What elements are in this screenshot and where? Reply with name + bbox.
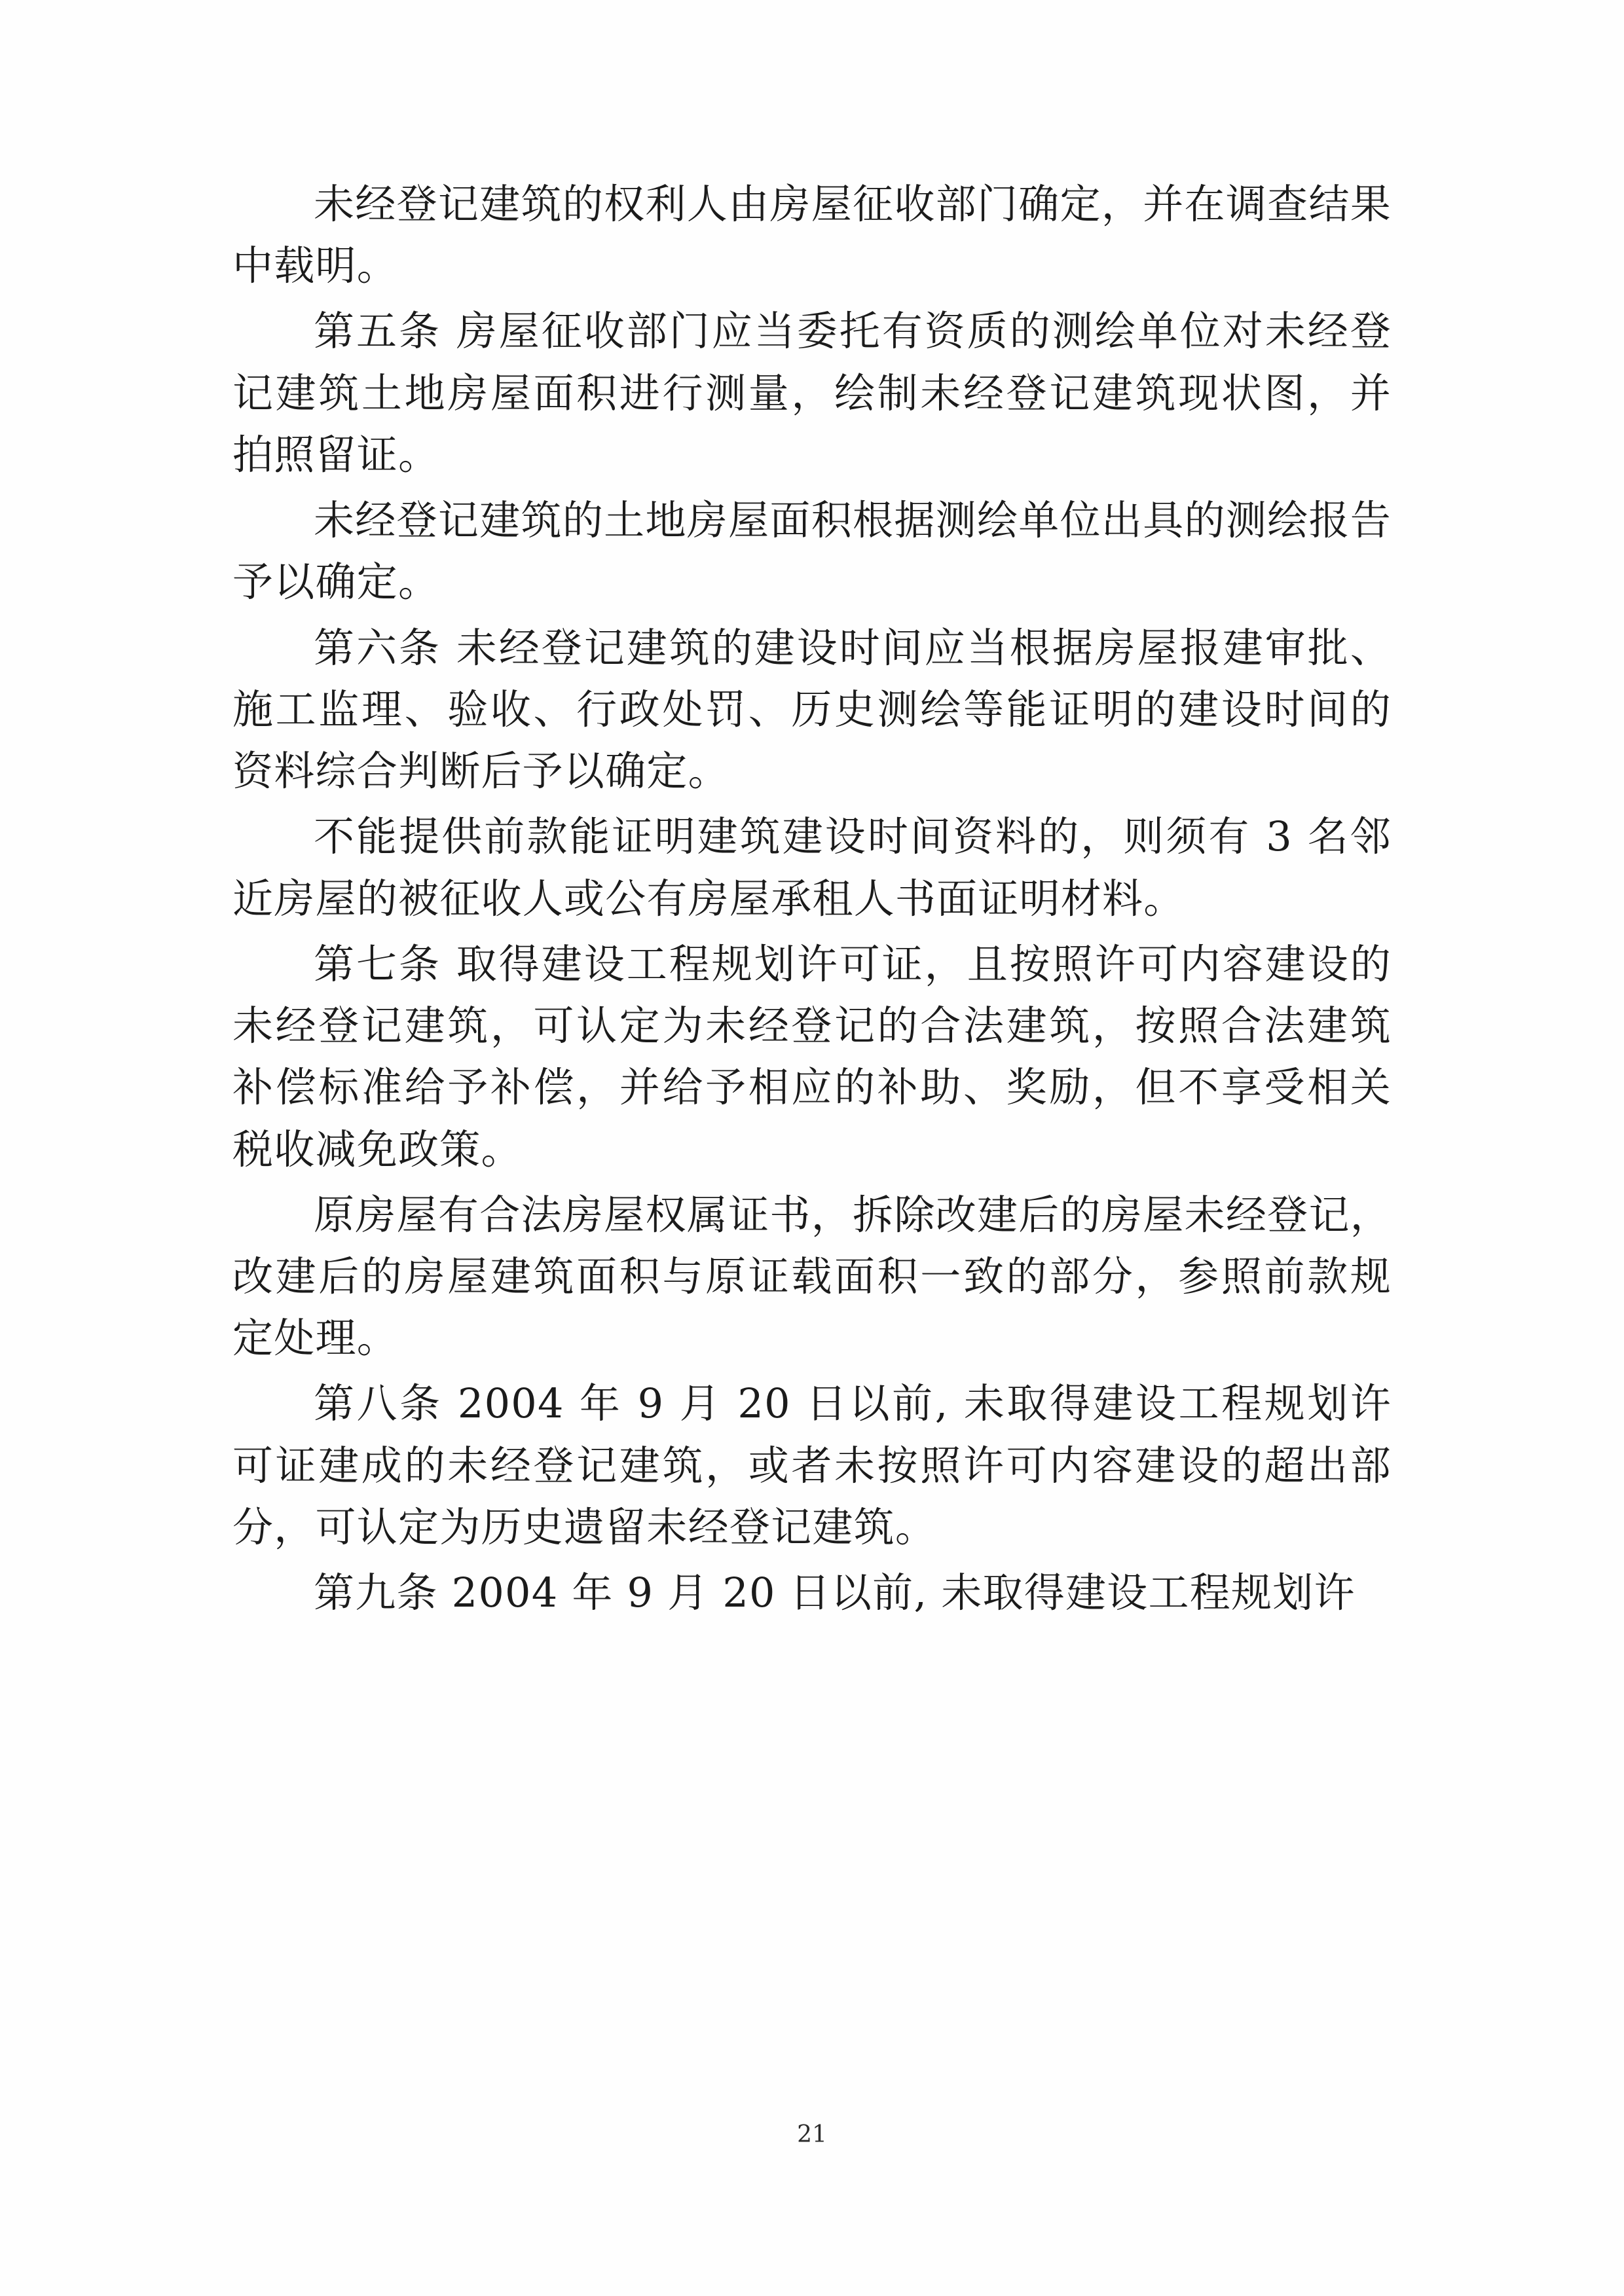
paragraph: 第五条 房屋征收部门应当委托有资质的测绘单位对未经登记建筑土地房屋面积进行测量，绘制未经登记建筑现状图，并拍照留证。 bbox=[232, 307, 1392, 479]
paragraph: 第七条 取得建设工程规划许可证，且按照许可内容建设的未经登记建筑，可认定为未经登记的合法建筑，按照合法建筑补偿标准给予补偿，并给予相应的补助、奖励，但不享受相关税收减免政策。 bbox=[232, 939, 1392, 1173]
paragraph: 不能提供前款能证明建筑建设时间资料的，则须有 3 名邻近房屋的被征收人或公有房屋承租人书面证明材料。 bbox=[232, 812, 1392, 922]
paragraph: 第八条 2004 年 9 月 20 日以前, 未取得建设工程规划许可证建成的未经登记建筑，或者未按照许可内容建设的超出部分，可认定为历史遗留未经登记建筑。 bbox=[232, 1379, 1392, 1551]
paragraph: 未经登记建筑的权利人由房屋征收部门确定，并在调查结果中载明。 bbox=[232, 180, 1392, 290]
paragraph: 第九条 2004 年 9 月 20 日以前, 未取得建设工程规划许 bbox=[314, 1569, 1356, 1617]
paragraph: 原房屋有合法房屋权属证书，拆除改建后的房屋未经登记，改建后的房屋建筑面积与原证载面积一致的部分，参照前款规定处理。 bbox=[232, 1190, 1392, 1362]
paragraph: 第六条 未经登记建筑的建设时间应当根据房屋报建审批、施工监理、验收、行政处罚、历史测绘等能证明的建设时间的资料综合判断后予以确定。 bbox=[232, 623, 1392, 795]
page-number: 21 bbox=[797, 2121, 827, 2148]
paragraph: 未经登记建筑的土地房屋面积根据测绘单位出具的测绘报告予以确定。 bbox=[232, 496, 1392, 606]
document-body bbox=[232, 173, 1392, 1628]
